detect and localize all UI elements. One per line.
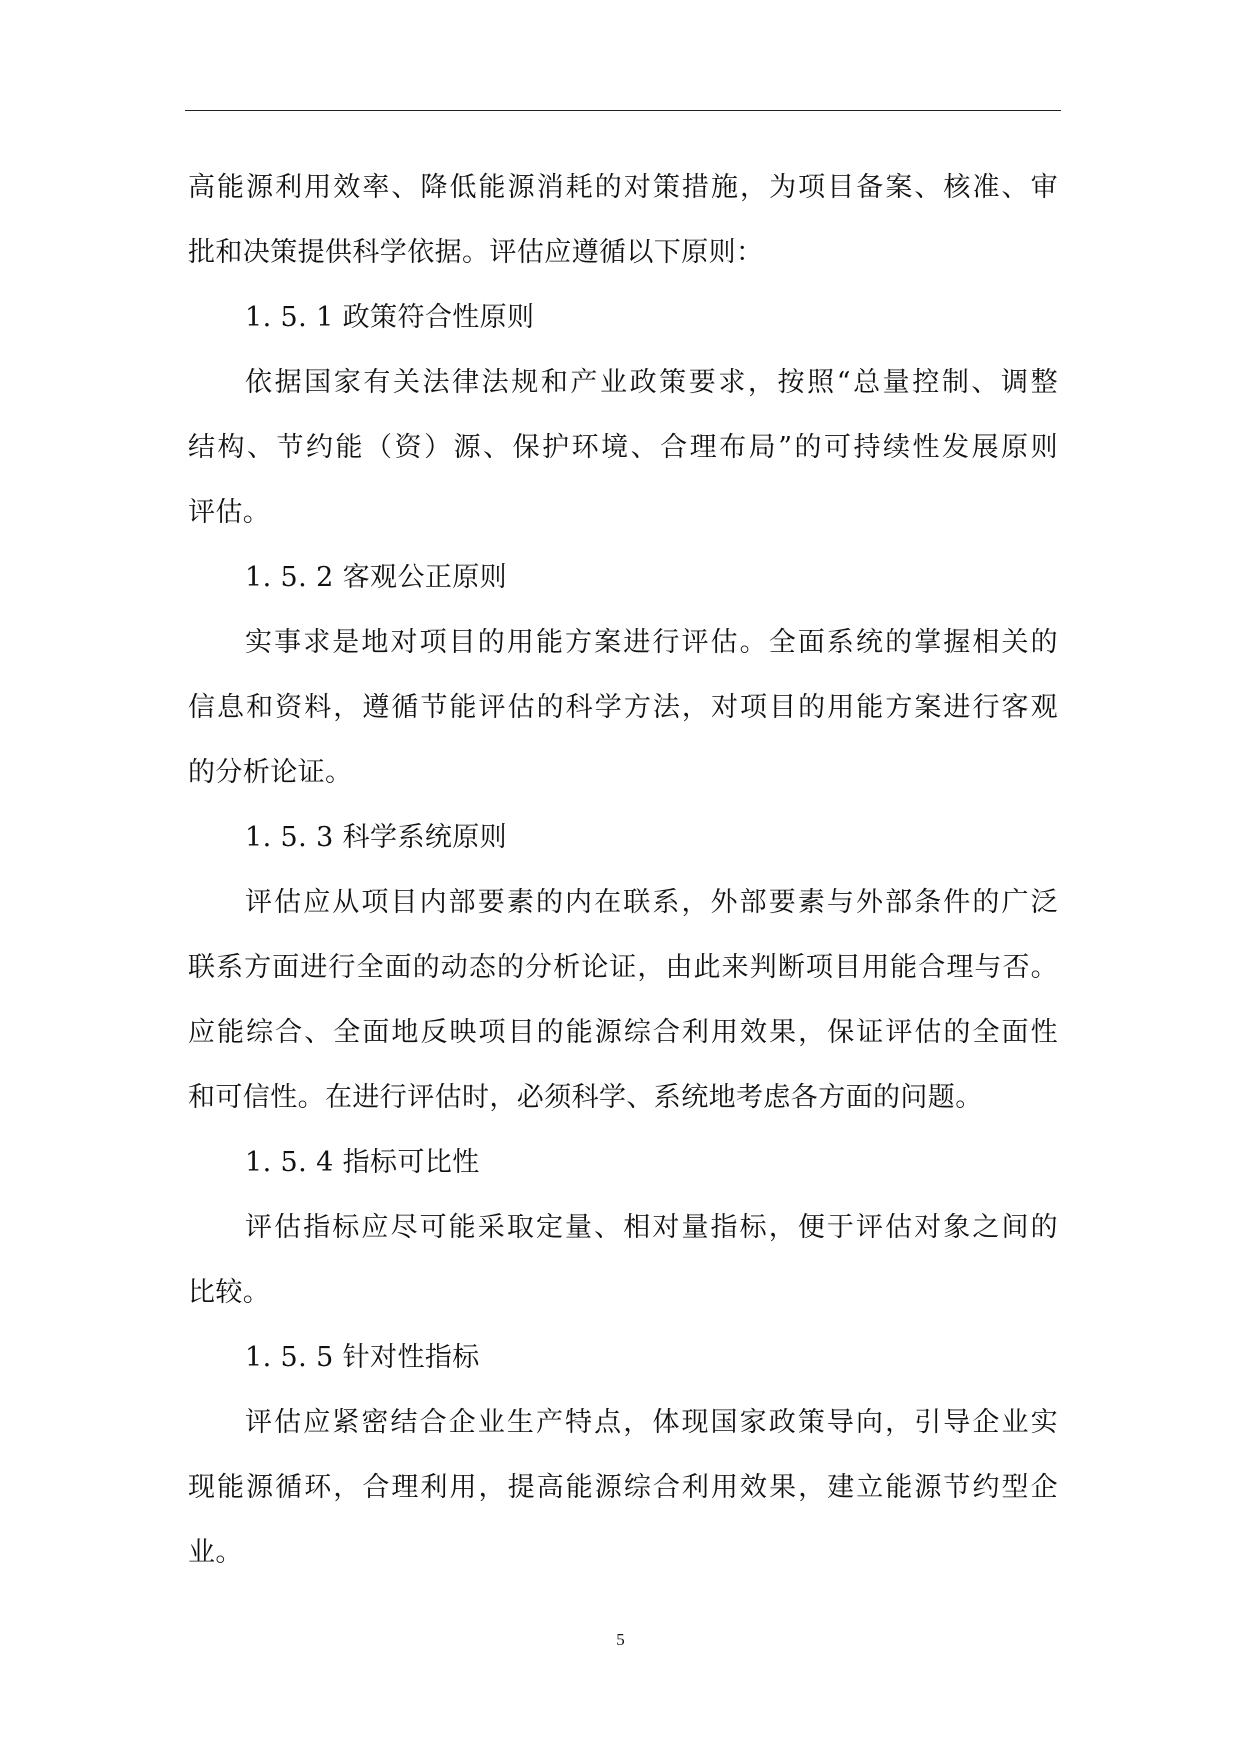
paragraph-line: 依据国家有关法律法规和产业政策要求，按照“总量控制、调整 (245, 367, 1058, 398)
section-heading-1-5-1: 1. 5. 1 政策符合性原则 (245, 302, 535, 333)
section-heading-1-5-3: 1. 5. 3 科学系统原则 (245, 822, 508, 853)
paragraph-line: 的分析论证。 (188, 757, 353, 788)
paragraph-line: 比较。 (188, 1277, 271, 1308)
paragraph-line: 信息和资料，遵循节能评估的科学方法，对项目的用能方案进行客观 (188, 692, 1058, 723)
page-number: 5 (616, 1630, 625, 1649)
paragraph-line: 应能综合、全面地反映项目的能源综合利用效果，保证评估的全面性 (188, 1017, 1058, 1048)
section-heading-1-5-2: 1. 5. 2 客观公正原则 (245, 562, 508, 593)
paragraph-line: 和可信性。在进行评估时，必须科学、系统地考虑各方面的问题。 (188, 1082, 983, 1113)
header-rule (185, 110, 1061, 111)
paragraph-line: 评估。 (188, 497, 271, 528)
paragraph-line: 联系方面进行全面的动态的分析论证，由此来判断项目用能合理与否。 (188, 952, 1058, 983)
paragraph-line: 结构、节约能（资）源、保护环境、合理布局”的可持续性发展原则 (188, 432, 1058, 463)
section-heading-1-5-4: 1. 5. 4 指标可比性 (245, 1147, 480, 1178)
paragraph-line: 批和决策提供科学依据。评估应遵循以下原则： (188, 237, 764, 268)
paragraph-line: 业。 (188, 1537, 243, 1568)
document-body (188, 155, 1058, 1585)
paragraph-line: 现能源循环，合理利用，提高能源综合利用效果，建立能源节约型企 (188, 1472, 1058, 1503)
paragraph-line: 评估应从项目内部要素的内在联系，外部要素与外部条件的广泛 (245, 887, 1058, 918)
section-heading-1-5-5: 1. 5. 5 针对性指标 (245, 1342, 480, 1373)
paragraph-line: 高能源利用效率、降低能源消耗的对策措施，为项目备案、核准、审 (188, 172, 1058, 203)
paragraph-line: 评估应紧密结合企业生产特点，体现国家政策导向，引导企业实 (245, 1407, 1058, 1438)
paragraph-line: 评估指标应尽可能采取定量、相对量指标，便于评估对象之间的 (245, 1212, 1058, 1243)
paragraph-line: 实事求是地对项目的用能方案进行评估。全面系统的掌握相关的 (245, 627, 1058, 658)
